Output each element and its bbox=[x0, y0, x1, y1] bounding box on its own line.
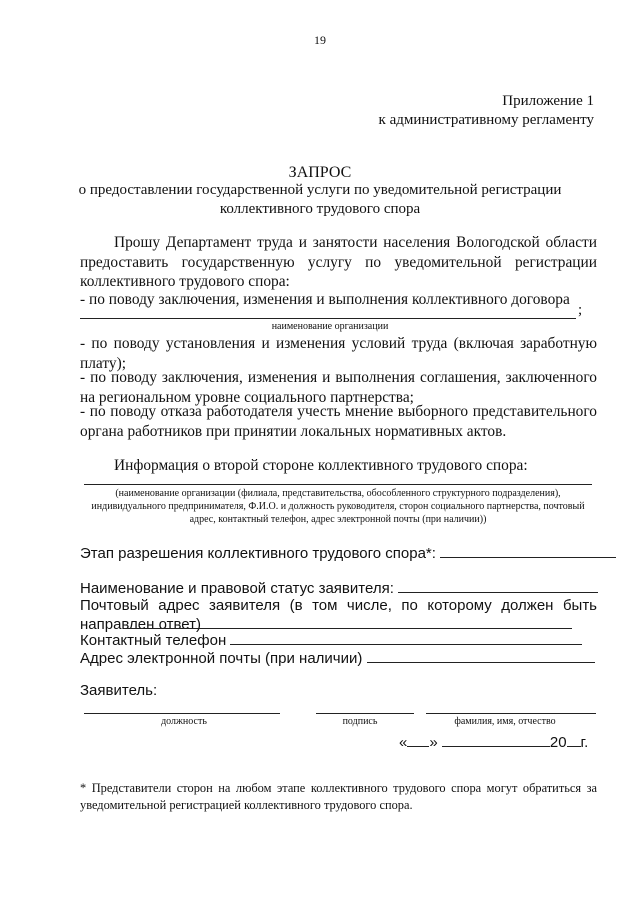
date-close-quote: » bbox=[429, 734, 438, 751]
organization-name-caption: наименование организации bbox=[271, 321, 389, 332]
signature-line[interactable] bbox=[316, 713, 414, 714]
fio-line[interactable] bbox=[426, 713, 596, 714]
phone-field bbox=[80, 630, 582, 649]
year-input-line[interactable] bbox=[567, 732, 581, 747]
email-field bbox=[80, 648, 595, 667]
date-field bbox=[399, 732, 588, 751]
email-label: Адрес электронной почты (при наличии) bbox=[80, 650, 363, 667]
position-caption: должность bbox=[161, 716, 207, 727]
item-employer-refusal: - по поводу отказа работодателя учесть мнение выборного представительного органа работников при принятии локальных нормативных актов. bbox=[80, 403, 597, 440]
second-party-line[interactable] bbox=[84, 484, 592, 485]
organization-name-line[interactable] bbox=[80, 318, 576, 319]
document-subtitle: о предоставлении государственной услуги по уведомительной регистрации коллективного трудового спора bbox=[78, 182, 562, 217]
date-open-quote: « bbox=[399, 734, 408, 751]
phone-label: Контактный телефон bbox=[80, 632, 227, 649]
postal-address-label: Почтовый адрес заявителя (в том числе, по которому должен быть направлен ответ) bbox=[80, 597, 597, 633]
postal-address-input-line[interactable] bbox=[124, 628, 572, 629]
footnote: * Представители сторон на любом этапе коллективного трудового спора могут обратиться за уведомительной регистрацией коллективного трудового спора. bbox=[80, 781, 597, 812]
month-input-line[interactable] bbox=[442, 732, 550, 747]
fio-caption: фамилия, имя, отчество bbox=[454, 716, 556, 727]
applicant-name-field bbox=[80, 578, 598, 597]
signature-caption: подпись bbox=[342, 716, 378, 727]
applicant-label: Заявитель: bbox=[80, 682, 158, 699]
appendix-header bbox=[379, 92, 594, 130]
document-title: ЗАПРОС bbox=[288, 164, 352, 181]
position-line[interactable] bbox=[84, 713, 280, 714]
stage-input-line[interactable] bbox=[440, 543, 616, 558]
stage-field bbox=[80, 543, 616, 562]
item-collective-agreement: - по поводу заключения, изменения и выполнения коллективного договора bbox=[80, 291, 570, 308]
second-party-caption: (наименование организации (филиала, представительства, обособленного структурного подразделения), индивидуального предпринимателя, Ф.И.О. и должность руководителя, сторон социального партнерства, почтовый адрес, контактный телефон, адрес электронной почты (при наличии)) bbox=[91, 488, 585, 525]
item-regional-agreement: - по поводу заключения, изменения и выполнения соглашения, заключенного на региональном уровне социального партнерства; bbox=[80, 369, 597, 406]
semicolon: ; bbox=[578, 302, 583, 318]
page-number: 19 bbox=[314, 33, 326, 47]
phone-input-line[interactable] bbox=[230, 630, 582, 645]
second-party-heading: Информация о второй стороне коллективного трудового спора: bbox=[114, 457, 528, 474]
stage-label: Этап разрешения коллективного трудового спора*: bbox=[80, 545, 436, 562]
applicant-name-label: Наименование и правовой статус заявителя: bbox=[80, 580, 394, 597]
email-input-line[interactable] bbox=[367, 648, 595, 663]
year-suffix: г. bbox=[580, 734, 589, 751]
year-prefix: 20 bbox=[549, 734, 567, 751]
request-paragraph: Прошу Департамент труда и занятости населения Вологодской области предоставить государственную услугу по уведомительной регистрации коллективного трудового спора: bbox=[80, 234, 597, 290]
day-input-line[interactable] bbox=[407, 732, 429, 747]
appendix-line-1: Приложение 1 bbox=[502, 93, 594, 109]
item-labor-conditions: - по поводу установления и изменения условий труда (включая заработную плату); bbox=[80, 335, 597, 372]
applicant-name-input-line[interactable] bbox=[398, 578, 598, 593]
appendix-line-2: к административному регламенту bbox=[378, 112, 594, 128]
